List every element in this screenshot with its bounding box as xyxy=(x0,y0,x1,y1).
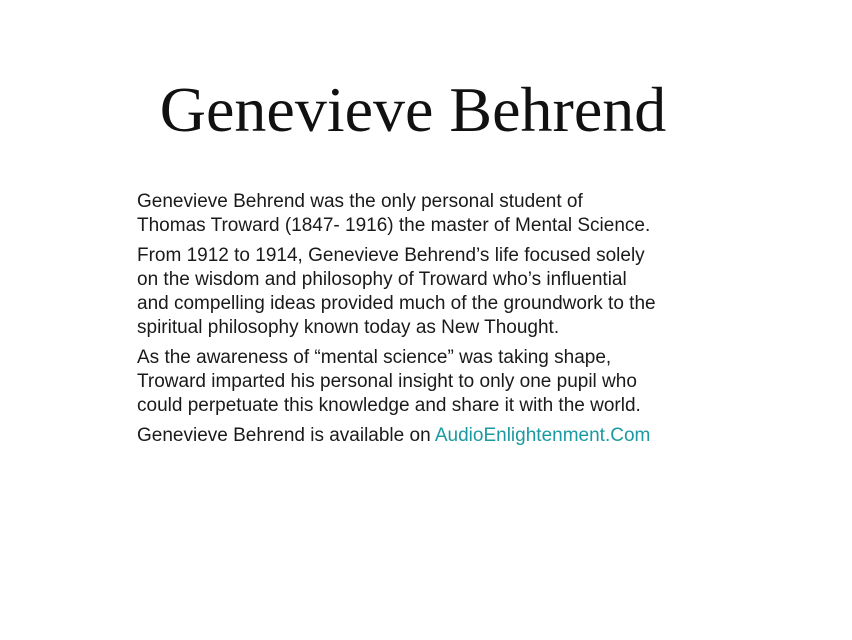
availability-text: Genevieve Behrend is available on xyxy=(137,425,435,446)
audio-enlightenment-link[interactable]: AudioEnlightenment.Com xyxy=(434,425,651,446)
text-line: Troward imparted his personal insight to only one pupil who xyxy=(137,371,637,392)
paragraph-mental-science xyxy=(137,346,737,418)
text-line: spiritual philosophy known today as New Thought. xyxy=(137,317,560,338)
text-line: and compelling ideas provided much of the groundwork to the xyxy=(137,293,656,314)
slide-title: Genevieve Behrend xyxy=(159,74,667,145)
text-line: on the wisdom and philosophy of Troward who’s influential xyxy=(137,269,627,290)
paragraph-intro xyxy=(137,190,737,238)
text-line: Thomas Troward (1847- 1916) the master of Mental Science. xyxy=(137,215,651,236)
text-line: From 1912 to 1914, Genevieve Behrend’s life focused solely xyxy=(137,245,645,266)
paragraph-availability xyxy=(137,424,737,448)
text-line: Genevieve Behrend was the only personal student of xyxy=(137,191,583,212)
text-line: could perpetuate this knowledge and share it with the world. xyxy=(137,395,641,416)
paragraph-history xyxy=(137,244,737,340)
text-line: As the awareness of “mental science” was taking shape, xyxy=(137,347,612,368)
slide-body xyxy=(137,190,737,454)
